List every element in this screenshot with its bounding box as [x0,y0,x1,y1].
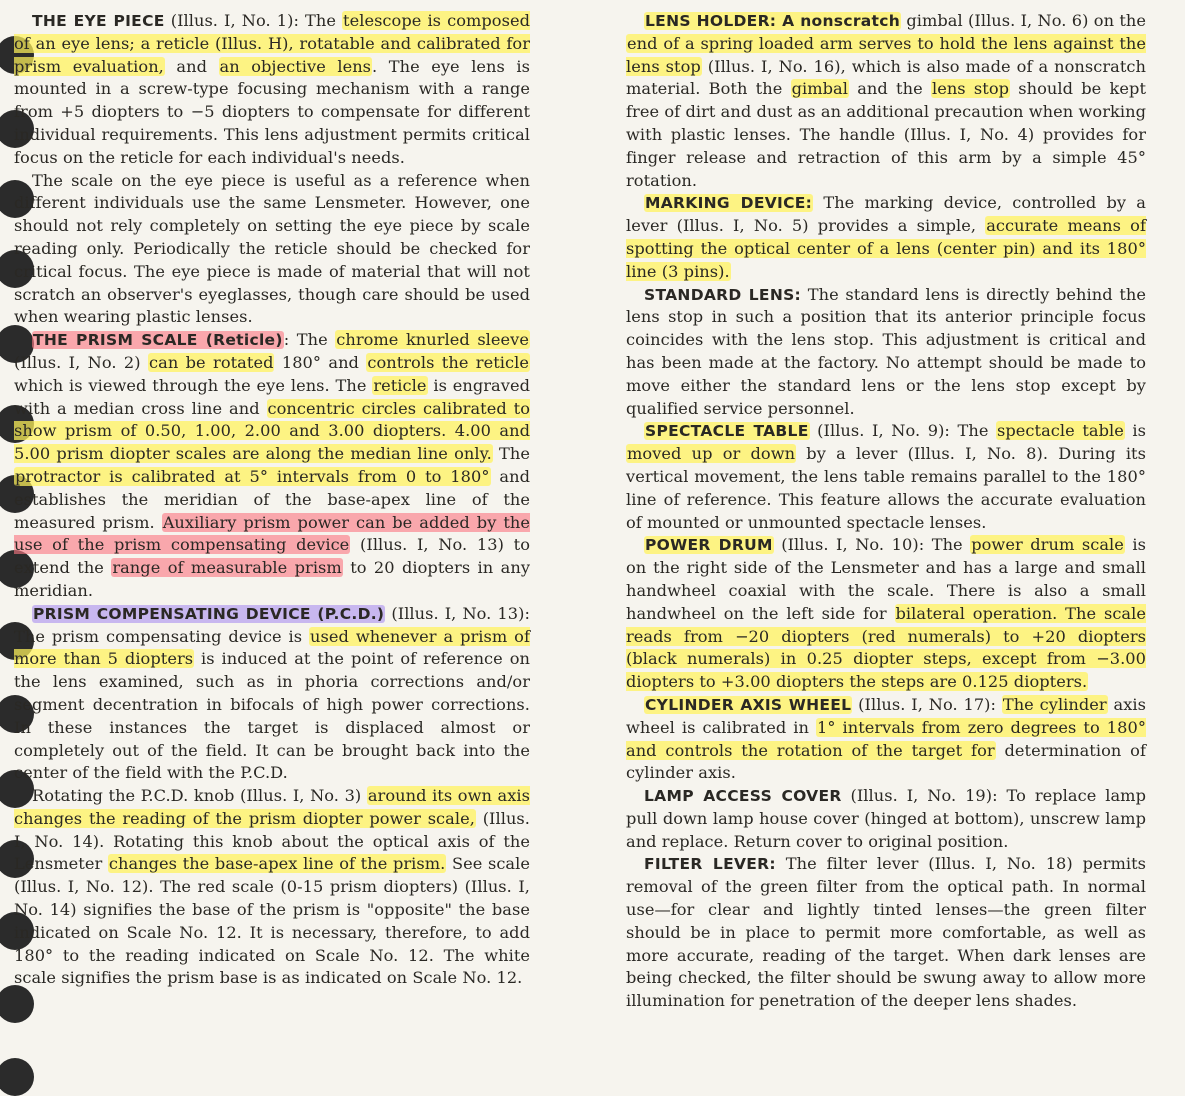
highlight: protractor is calibrated at 5° intervals from 0 to 180° [15,466,490,486]
highlight: an objective lens [219,56,372,76]
binder-hole [0,985,34,1023]
pcd-rotating-paragraph: Rotating the P.C.D. knob (Illus. I, No. 3) around its own axis changes the reading of the prism diopter power scale, (Illus. I, No. 14). Rotating this knob about the optical axis of the Lensmeter changes the base-apex line of the prism. See scale (Illus. I, No. 12). The red scale (0-15 prism diopters) (Illus. I, No. 14) signifies the base of the prism is "opposite" the base indicated on Scale No. 12. It is necessary, therefore, to add 180° to the reading indicated on Scale No. 12. The white scale signifies the prism base is as indicated on Scale No. 12. [14,786,530,988]
highlight: The cylinder [1002,694,1107,714]
highlight: spectacle table [997,421,1124,441]
power-drum-paragraph: POWER DRUM (Illus. I, No. 10): The power drum scale is on the right side of the Lensmeter and has a large and small handwheel coaxial with the scale. There is also a small handwheel on the left side for bilateral operation. The scale reads from −20 diopters (red numerals) to +20 diopters (black numerals) in 0.25 diopter steps, except from −3.00 diopters to +3.00 diopters the steps are 0.125 diopters. [626,535,1147,692]
highlight: around its own axis changes the reading of the prism diopter power scale, [14,786,530,828]
highlight: controls the reticle [367,352,529,372]
eye-piece-scale-paragraph: The scale on the eye piece is useful as a reference when different individuals use the same Lensmeter. However, one should not rely completely on setting the eye piece by scale reading only. Periodically the reticle should be checked for critical focus. The eye piece is made of material that will not scratch an observer's eyeglasses, though care should be used when wearing plastic lenses. [14,170,530,327]
section-heading: SPECTACLE TABLE [645,422,809,441]
highlight: gimbal [791,79,848,99]
section-heading: STANDARD LENS: [644,285,802,304]
section-heading: FILTER LEVER: [644,855,776,874]
highlight: concentric circles calibrated to show prism of 0.50, 1.00, 2.00 and 3.00 diopters. 4.00 and 5.00 prism diopter scales are along the median line only. [14,398,530,464]
highlight: 1° intervals from zero degrees to 180° and controls the rotation of the target for [626,717,1146,760]
highlight: can be rotated [149,352,274,372]
highlight: lens stop [931,79,1010,99]
cylinder-axis-paragraph: CYLINDER AXIS WHEEL (Illus. I, No. 17): The cylinder axis wheel is calibrated in 1° intervals from zero degrees to 180° and controls the rotation of the target for determination of cylinder axis. [626,694,1146,783]
standard-lens-paragraph: STANDARD LENS: The standard lens is directly behind the lens stop in such a position that its anterior principle focus coincides with the lens stop. This adjustment is critical and has been made at the factory. No attempt should be made to move either the standard lens or the lens stop except by qualified service personnel. [626,284,1146,418]
filter-lever-paragraph: FILTER LEVER: The filter lever (Illus. I, No. 18) permits removal of the green filter from the optical path. In normal use—for clear and lightly tinted lenses—the green filter should be in place to permit more comfortable, as well as more accurate, reading of the target. When dark lenses are being checked, the filter should be swung away to allow more illumination for penetration of the deeper lens shades. [626,854,1146,1011]
section-heading: LENS HOLDER: A nonscratch [645,12,901,30]
pcd-paragraph: PRISM COMPENSATING DEVICE (P.C.D.) (Illus. I, No. 13): The prism compensating device is used whenever a prism of more than 5 diopters is induced at the point of reference on the lens examined, such as in phoria corrections and/or segment decentration in bifocals of high power corrections. In these instances the target is displaced almost or completely out of the field. It can be brought back into the center of the field with the P.C.D. [14,603,531,783]
section-heading: MARKING DEVICE: [645,194,813,213]
section-heading: LAMP ACCESS COVER [644,787,842,806]
section-heading: PRISM COMPENSATING DEVICE (P.C.D.) [33,604,385,623]
prism-scale-paragraph: THE PRISM SCALE (Reticle): The chrome knurled sleeve (Illus. I, No. 2) can be rotated 180° and controls the reticle which is viewed through the eye lens. The reticle is engraved with a median cross line and concentric circles calibrated to show prism of 0.50, 1.00, 2.00 and 3.00 diopters. 4.00 and 5.00 prism diopter scales are along the median line only. The protractor is calibrated at 5° intervals from 0 to 180° and establishes the meridian of the base-apex line of the measured prism. Auxiliary prism power can be added by the use of the prism compensating device (Illus. I, No. 13) to extend the range of measurable prism to 20 diopters in any meridian. [14,330,531,600]
highlight: range of measurable prism [112,558,342,578]
highlight: changes the base-apex line of the prism. [108,854,446,874]
highlight: accurate means of spotting the optical center of a lens (center pin) and its 180° line (3 pins). [626,216,1147,281]
highlight: Auxiliary prism power can be added by the use of the prism compensating device [14,512,530,555]
highlight: reticle [373,375,427,395]
marking-device-paragraph: MARKING DEVICE: The marking device, controlled by a lever (Illus. I, No. 5) provides a simple, accurate means of spotting the optical center of a lens (center pin) and its 180° line (3 pins). [626,193,1147,281]
highlight: end of a spring loaded arm serves to hold the lens against the lens stop [626,33,1146,76]
section-heading: THE EYE PIECE [32,12,165,30]
lamp-access-paragraph: LAMP ACCESS COVER (Illus. I, No. 19): To replace lamp pull down lamp house cover (hinged at bottom), unscrew lamp and replace. Return cover to original position. [626,786,1146,851]
highlight: moved up or down [627,444,796,464]
section-heading: CYLINDER AXIS WHEEL [645,695,852,714]
highlight: used whenever a prism of more than 5 diopters [14,626,531,669]
section-heading: THE PRISM SCALE (Reticle) [33,331,283,350]
binder-hole [0,1058,34,1096]
highlight: bilateral operation. The scale reads from −20 diopters (red numerals) to +20 diopters (black numerals) in 0.25 diopter steps, except from −3.00 diopters to +3.00 diopters the steps are 0.125 diopters. [626,603,1146,692]
spectacle-table-paragraph: SPECTACLE TABLE (Illus. I, No. 9): The spectacle table is moved up or down by a lever (Illus. I, No. 8). During its vertical movement, the lens table remains parallel to the 180° line of reference. This feature allows the accurate evaluation of mounted or unmounted spectacle lenses. [626,421,1147,532]
left-column [14,10,530,990]
lens-holder-paragraph: LENS HOLDER: A nonscratch gimbal (Illus. I, No. 6) on the end of a spring loaded arm serves to hold the lens against the lens stop (Illus. I, No. 16), which is also made of a nonscratch material. Both the gimbal and the lens stop should be kept free of dirt and dust as an additional precaution when working with plastic lenses. The handle (Illus. I, No. 4) provides for finger release and retraction of this arm by a simple 45° rotation. [626,11,1146,190]
eye-piece-paragraph: THE EYE PIECE (Illus. I, No. 1): The telescope is composed of an eye lens; a reticle (Illus. H), rotatable and calibrated for prism evaluation, and an objective lens. The eye lens is mounted in a screw-type focusing mechanism with a range from +5 diopters to −5 diopters to compensate for different individual requirements. This lens adjustment permits critical focus on the reticle for each individual's needs. [14,11,531,167]
highlight: telescope is composed of an eye lens; a reticle (Illus. H), rotatable and calibrated for prism evaluation, [14,11,531,76]
highlight: chrome knurled sleeve [336,330,529,350]
highlight: power drum scale [971,535,1124,555]
right-column [626,10,1146,1013]
section-heading: POWER DRUM [645,536,773,555]
